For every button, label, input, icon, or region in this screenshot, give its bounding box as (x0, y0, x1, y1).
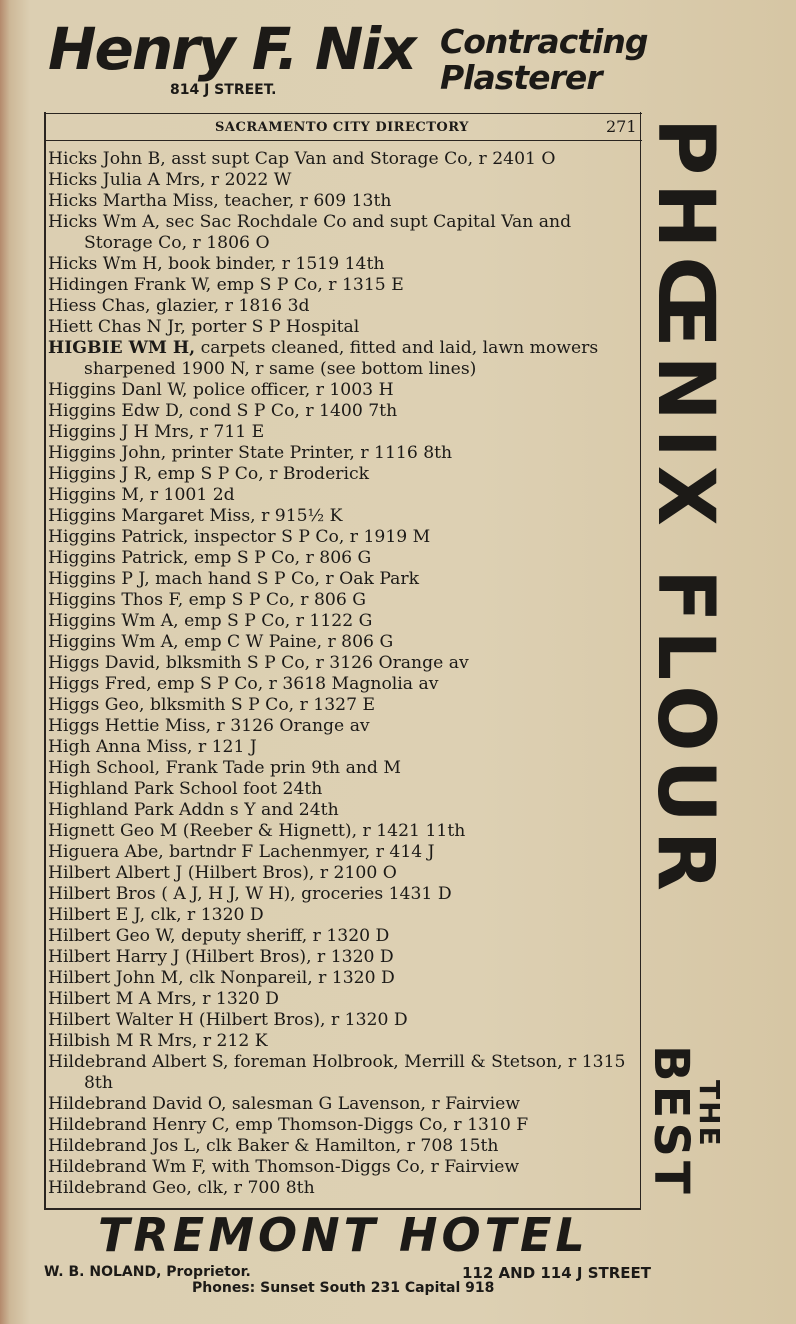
advertiser-trade (440, 24, 647, 96)
bottom-advertisement-address: 112 AND 114 J STREET (462, 1264, 652, 1282)
entry-text: Higgins J H Mrs, r 711 E (48, 422, 265, 442)
advertiser-name: Henry F. Nix (48, 15, 415, 83)
directory-entry (48, 989, 638, 1010)
bottom-advertisement-name: TREMONT HOTEL (98, 1208, 589, 1262)
entry-text: Higgins P J, mach hand S P Co, r Oak Park (48, 569, 419, 589)
side-ad-main-text: PHŒNIX FLOUR (640, 118, 730, 899)
directory-entry (48, 1115, 638, 1136)
entry-lead: HIGBIE WM H, (48, 338, 196, 358)
entry-text: Hilbert Bros ( A J, H J, W H), groceries 1431 D (48, 884, 452, 904)
directory-entry (48, 464, 638, 485)
side-advertisement-phoenix (640, 118, 730, 1048)
entry-text: Hidingen Frank W, emp S P Co, r 1315 E (48, 275, 404, 295)
directory-entry (48, 842, 638, 863)
directory-entry (48, 527, 638, 548)
entry-text: carpets cleaned, fitted and laid, lawn mowers sharpened 1900 N, r same (see bottom lines) (84, 338, 599, 379)
directory-entry (48, 149, 638, 170)
entry-text: Higgins Edw D, cond S P Co, r 1400 7th (48, 401, 398, 421)
directory-entry (48, 1136, 638, 1157)
directory-entries (48, 149, 638, 1199)
directory-entry (48, 926, 638, 947)
entry-text: Higgs Hettie Miss, r 3126 Orange av (48, 716, 370, 736)
directory-entry (48, 800, 638, 821)
entry-text: Hildebrand Geo, clk, r 700 8th (48, 1178, 315, 1198)
entry-text: Higgins M, r 1001 2d (48, 485, 235, 505)
directory-entry (48, 443, 638, 464)
entry-text: Higgins Wm A, emp C W Paine, r 806 G (48, 632, 394, 652)
directory-entry (48, 275, 638, 296)
page-number: 271 (606, 117, 637, 136)
entry-text: Hildebrand Wm F, with Thomson-Diggs Co, r Fairview (48, 1157, 520, 1177)
entry-text: Higgins Patrick, emp S P Co, r 806 G (48, 548, 372, 568)
entry-text: Higgins Thos F, emp S P Co, r 806 G (48, 590, 366, 610)
directory-entry (48, 905, 638, 926)
entry-text: Higgins Patrick, inspector S P Co, r 1919 M (48, 527, 431, 547)
entry-text: Hicks John B, asst supt Cap Van and Storage Co, r 2401 O (48, 149, 556, 169)
entry-text: Hiett Chas N Jr, porter S P Hospital (48, 317, 360, 337)
top-advertisement (48, 15, 748, 110)
side-ad-the-text: THE (693, 1080, 726, 1148)
directory-entry (48, 758, 638, 779)
directory-entry (48, 695, 638, 716)
directory-entry (48, 884, 638, 905)
entry-text: Hicks Julia A Mrs, r 2022 W (48, 170, 292, 190)
entry-text: Higgins Wm A, emp S P Co, r 1122 G (48, 611, 373, 631)
directory-entry (48, 254, 638, 275)
entry-text: Higgs David, blksmith S P Co, r 3126 Orange av (48, 653, 469, 673)
header-rule-bottom (44, 140, 642, 141)
directory-entry (48, 1031, 638, 1052)
entry-text: Higgs Fred, emp S P Co, r 3618 Magnolia av (48, 674, 439, 694)
side-ad-best-text: BEST (643, 1045, 699, 1198)
entry-text: Higgins Margaret Miss, r 915½ K (48, 506, 343, 526)
bottom-advertisement-proprietor: W. B. NOLAND, Proprietor. (44, 1264, 251, 1280)
entry-text: Higgs Geo, blksmith S P Co, r 1327 E (48, 695, 376, 715)
directory-entry (48, 1052, 638, 1094)
directory-entry (48, 338, 638, 380)
directory-entry (48, 947, 638, 968)
directory-entry (48, 611, 638, 632)
entry-text: Hilbish M R Mrs, r 212 K (48, 1031, 268, 1051)
directory-entry (48, 716, 638, 737)
directory-entry (48, 779, 638, 800)
directory-entry (48, 968, 638, 989)
trade-line-1: Contracting (440, 22, 648, 61)
entry-text: High Anna Miss, r 121 J (48, 737, 257, 757)
entry-text: Hilbert Albert J (Hilbert Bros), r 2100 O (48, 863, 397, 883)
directory-entry (48, 1094, 638, 1115)
entry-text: Higuera Abe, bartndr F Lachenmyer, r 414 J (48, 842, 435, 862)
entry-text: Hildebrand Albert S, foreman Holbrook, Merrill & Stetson, r 1315 8th (48, 1052, 626, 1093)
entry-text: Hildebrand Henry C, emp Thomson-Diggs Co, r 1310 F (48, 1115, 529, 1135)
directory-entry (48, 1010, 638, 1031)
directory-entry (48, 674, 638, 695)
directory-entry (48, 317, 638, 338)
entry-text: Higgins John, printer State Printer, r 1116 8th (48, 443, 453, 463)
directory-entry (48, 296, 638, 317)
directory-entry (48, 422, 638, 443)
entry-text: Highland Park School foot 24th (48, 779, 323, 799)
advertiser-address: 814 J STREET. (170, 82, 277, 98)
directory-entry (48, 863, 638, 884)
entry-text: Highland Park Addn s Y and 24th (48, 800, 339, 820)
directory-entry (48, 821, 638, 842)
header-rule-top (44, 113, 642, 114)
directory-entry (48, 737, 638, 758)
directory-entry (48, 485, 638, 506)
directory-entry (48, 401, 638, 422)
trade-line-2: Plasterer (440, 58, 602, 97)
directory-entry (48, 506, 638, 527)
entry-text: Hildebrand David O, salesman G Lavenson, r Fairview (48, 1094, 520, 1114)
entry-text: Hiess Chas, glazier, r 1816 3d (48, 296, 310, 316)
side-advertisement-best (643, 1045, 699, 1205)
entry-text: Higgins J R, emp S P Co, r Broderick (48, 464, 369, 484)
side-advertisement-the (694, 1080, 724, 1170)
entry-text: Hilbert Harry J (Hilbert Bros), r 1320 D (48, 947, 394, 967)
entry-text: Higgins Danl W, police officer, r 1003 H (48, 380, 394, 400)
directory-entry (48, 590, 638, 611)
entry-text: Hilbert M A Mrs, r 1320 D (48, 989, 279, 1009)
directory-entry (48, 569, 638, 590)
directory-entry (48, 1157, 638, 1178)
entry-text: Hilbert Walter H (Hilbert Bros), r 1320 D (48, 1010, 408, 1030)
entry-text: High School, Frank Tade prin 9th and M (48, 758, 401, 778)
directory-entry (48, 170, 638, 191)
directory-entry (48, 632, 638, 653)
directory-entry (48, 1178, 638, 1199)
directory-entry (48, 653, 638, 674)
entry-text: Hilbert John M, clk Nonpareil, r 1320 D (48, 968, 395, 988)
entry-text: Hilbert E J, clk, r 1320 D (48, 905, 264, 925)
directory-entry (48, 380, 638, 401)
directory-entry (48, 548, 638, 569)
entry-text: Hilbert Geo W, deputy sheriff, r 1320 D (48, 926, 390, 946)
directory-entry (48, 191, 638, 212)
entry-text: Hicks Wm H, book binder, r 1519 14th (48, 254, 385, 274)
entry-text: Hicks Martha Miss, teacher, r 609 13th (48, 191, 392, 211)
bottom-advertisement-phones: Phones: Sunset South 231 Capital 918 (192, 1280, 495, 1296)
entry-text: Hicks Wm A, sec Sac Rochdale Co and supt Capital Van and Storage Co, r 1806 O (48, 212, 572, 253)
directory-entry (48, 212, 638, 254)
entry-text: Hildebrand Jos L, clk Baker & Hamilton, r 708 15th (48, 1136, 499, 1156)
running-head: SACRAMENTO CITY DIRECTORY (215, 120, 469, 135)
entry-text: Hignett Geo M (Reeber & Hignett), r 1421 11th (48, 821, 466, 841)
